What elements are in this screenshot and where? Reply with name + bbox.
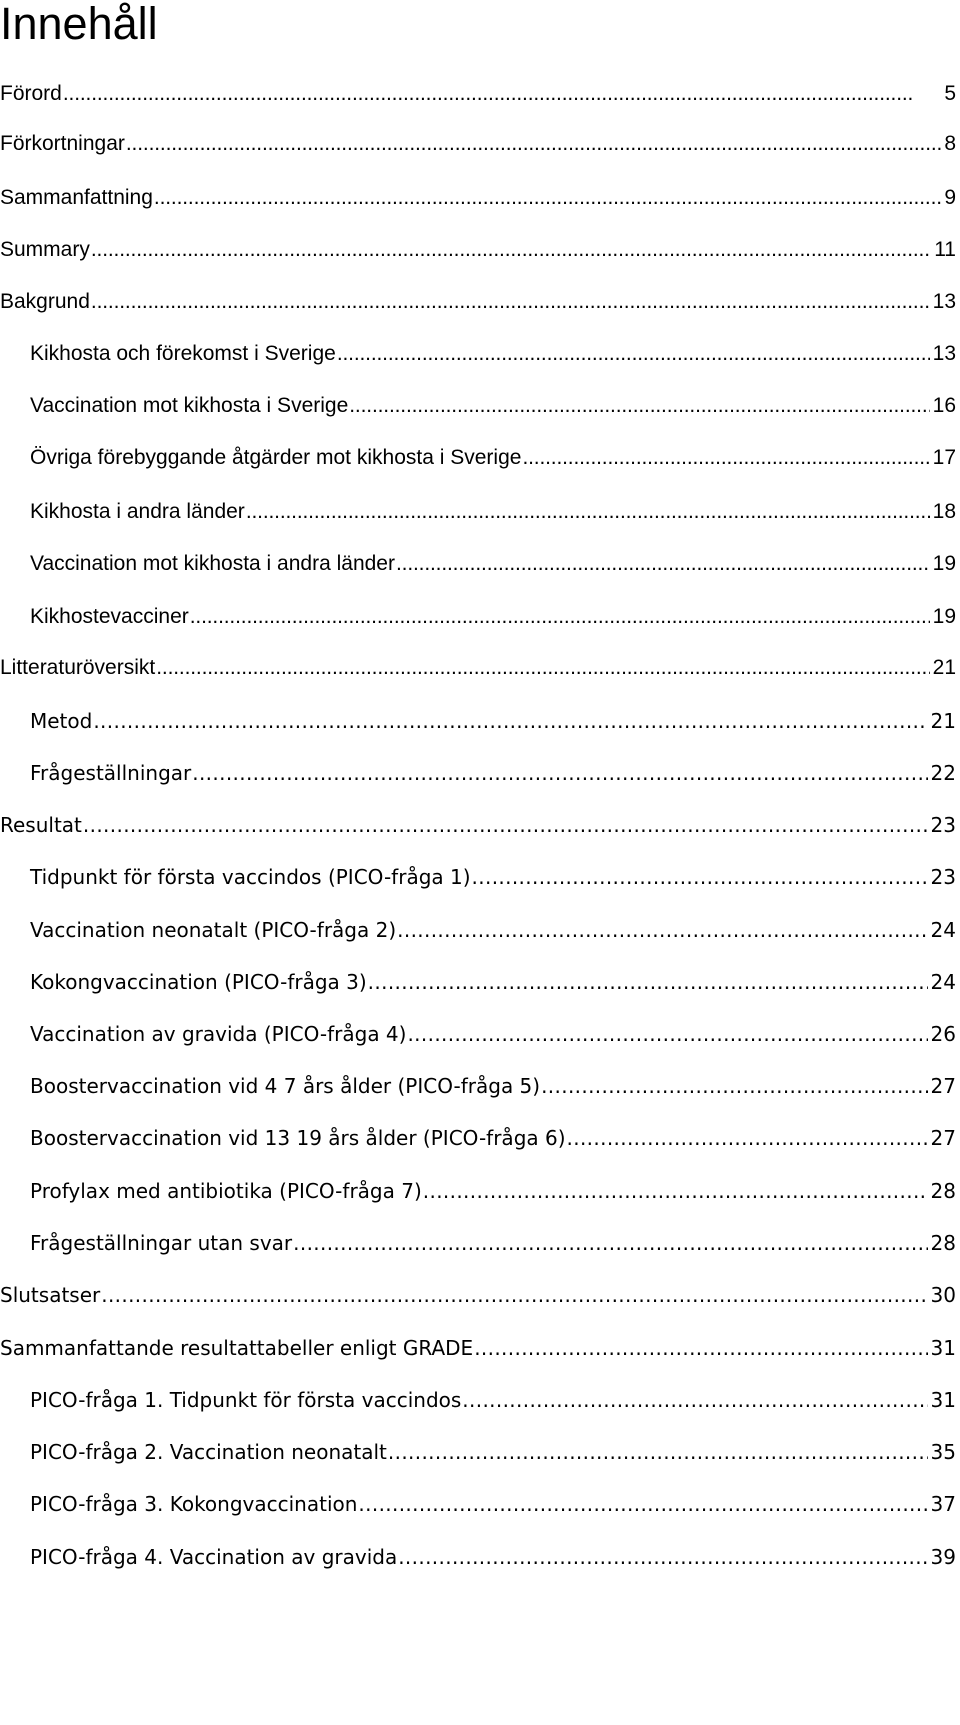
toc-entry[interactable]: [30, 1492, 956, 1522]
toc-entry-title: Summary: [0, 238, 90, 261]
toc-entry-title: Resultat: [0, 813, 82, 837]
toc-entry[interactable]: [30, 1074, 956, 1104]
toc-entry-title: Kikhosta och förekomst i Sverige: [30, 342, 336, 365]
toc-dot-leader: [396, 552, 930, 576]
toc-entry[interactable]: [30, 865, 956, 895]
toc-entry-title: PICO-fråga 1. Tidpunkt för första vaccindos: [30, 1388, 462, 1412]
toc-entry-title: Förord: [0, 82, 62, 105]
toc-entry-title: PICO-fråga 2. Vaccination neonatalt: [30, 1440, 387, 1464]
toc-dot-leader: [126, 132, 941, 156]
toc-entry-title: Frågeställningar: [30, 761, 192, 785]
toc-page-number: 11: [934, 238, 956, 261]
toc-page-number: 16: [932, 394, 956, 417]
toc-dot-leader: [91, 290, 930, 314]
toc-dot-leader: [541, 1074, 927, 1098]
toc-entry[interactable]: [30, 446, 956, 476]
toc-entry-title: Sammanfattning: [0, 186, 153, 209]
toc-page-number: 31: [930, 1336, 956, 1360]
toc-page-number: 30: [930, 1283, 956, 1307]
toc-entry[interactable]: [0, 290, 956, 320]
toc-entry[interactable]: [30, 970, 956, 1000]
toc-page-number: 28: [930, 1179, 956, 1203]
toc-dot-leader: [388, 1440, 928, 1464]
toc-entry-title: PICO-fråga 3. Kokongvaccination: [30, 1492, 358, 1516]
toc-page-number: 23: [930, 813, 956, 837]
toc-page-number: 27: [930, 1074, 956, 1098]
toc-dot-leader: [567, 1126, 928, 1150]
toc-entry[interactable]: [30, 605, 956, 635]
toc-entry-title: Vaccination neonatalt (PICO-fråga 2): [30, 918, 397, 942]
toc-entry[interactable]: [0, 1336, 956, 1366]
toc-dot-leader: [192, 761, 927, 785]
toc-dot-leader: [93, 709, 927, 733]
toc-dot-leader: [91, 238, 931, 262]
toc-entry-title: Förkortningar: [0, 132, 125, 155]
toc-entry-title: Bakgrund: [0, 290, 90, 313]
toc-dot-leader: [462, 1388, 927, 1412]
toc-entry[interactable]: [0, 82, 956, 112]
toc-entry[interactable]: [0, 186, 956, 216]
toc-dot-leader: [349, 394, 929, 418]
toc-entry[interactable]: [30, 394, 956, 424]
toc-entry-title: Vaccination av gravida (PICO-fråga 4): [30, 1022, 407, 1046]
toc-dot-leader: [474, 1336, 927, 1360]
toc-dot-leader: [423, 1179, 928, 1203]
toc-entry-title: Tidpunkt för första vaccindos (PICO-fråga 1): [30, 865, 471, 889]
toc-page-number: 5: [944, 82, 956, 105]
toc-entry-title: Vaccination mot kikhosta i Sverige: [30, 394, 349, 417]
toc-page-number: 27: [930, 1126, 956, 1150]
toc-entry[interactable]: [30, 1126, 956, 1156]
toc-dot-leader: [246, 500, 930, 524]
toc-entry-title: Kikhostevacciner: [30, 605, 189, 628]
toc-dot-leader: [156, 656, 929, 680]
toc-dot-leader: [472, 865, 928, 889]
toc-entry-title: Sammanfattande resultattabeller enligt GRADE: [0, 1336, 474, 1360]
toc-entry[interactable]: [30, 1388, 956, 1418]
toc-page-number: 22: [930, 761, 956, 785]
toc-page-number: 13: [932, 290, 956, 313]
toc-page-number: 23: [930, 865, 956, 889]
toc-page-number: 37: [930, 1492, 956, 1516]
toc-dot-leader: [358, 1492, 927, 1516]
toc-dot-leader: [398, 1545, 927, 1569]
toc-page-number: 17: [932, 446, 956, 469]
toc-page-number: 19: [932, 605, 956, 628]
toc-entry[interactable]: [30, 1545, 956, 1575]
toc-entry-title: Boostervaccination vid 13 19 års ålder (PICO-fråga 6): [30, 1126, 566, 1150]
toc-page-number: 28: [930, 1231, 956, 1255]
toc-entry-title: Kikhosta i andra länder: [30, 500, 245, 523]
toc-page-number: 31: [930, 1388, 956, 1412]
toc-dot-leader: [368, 970, 928, 994]
toc-dot-leader: [407, 1022, 927, 1046]
toc-entry[interactable]: [0, 656, 956, 686]
toc-dot-leader: [397, 918, 927, 942]
toc-entry-title: Kokongvaccination (PICO-fråga 3): [30, 970, 367, 994]
toc-entry[interactable]: [30, 552, 956, 582]
toc-dot-leader: [522, 446, 929, 470]
toc-page-number: 19: [932, 552, 956, 575]
page-title: Innehåll: [0, 0, 158, 49]
toc-entry[interactable]: [0, 238, 956, 268]
toc-page-number: 8: [944, 132, 956, 155]
toc-page-number: 21: [932, 656, 956, 679]
toc-entry[interactable]: [30, 1022, 956, 1052]
toc-page-number: 9: [944, 186, 956, 209]
toc-page-number: 24: [930, 970, 956, 994]
toc-dot-leader: [154, 186, 941, 210]
toc-entry-title: Vaccination mot kikhosta i andra länder: [30, 552, 395, 575]
toc-entry[interactable]: [30, 342, 956, 372]
toc-entry-title: Metod: [30, 709, 93, 733]
toc-entry-title: Slutsatser: [0, 1283, 101, 1307]
toc-page-number: 21: [930, 709, 956, 733]
toc-entry[interactable]: [30, 709, 956, 739]
toc-page-number: 13: [932, 342, 956, 365]
toc-entry[interactable]: [30, 761, 956, 791]
toc-entry-title: Övriga förebyggande åtgärder mot kikhosta i Sverige: [30, 446, 522, 469]
toc-page-number: 24: [930, 918, 956, 942]
toc-entry[interactable]: [30, 500, 956, 530]
toc-dot-leader: [101, 1283, 927, 1307]
toc-page-number: 26: [930, 1022, 956, 1046]
toc-entry[interactable]: [30, 1440, 956, 1470]
toc-dot-leader: [63, 82, 941, 106]
toc-page-number: 39: [930, 1545, 956, 1569]
toc-dot-leader: [293, 1231, 927, 1255]
toc-entry[interactable]: [0, 1283, 956, 1313]
toc-entry[interactable]: [30, 918, 956, 948]
toc-dot-leader: [190, 605, 930, 629]
toc-entry-title: Frågeställningar utan svar: [30, 1231, 293, 1255]
toc-entry-title: Profylax med antibiotika (PICO-fråga 7): [30, 1179, 422, 1203]
toc-page-number: 18: [932, 500, 956, 523]
toc-entry-title: Boostervaccination vid 4 7 års ålder (PICO-fråga 5): [30, 1074, 541, 1098]
toc-entry[interactable]: [0, 132, 956, 162]
toc-page-number: 35: [930, 1440, 956, 1464]
toc-dot-leader: [337, 342, 930, 366]
toc-dot-leader: [83, 813, 928, 837]
toc-entry[interactable]: [30, 1179, 956, 1209]
toc-entry[interactable]: [30, 1231, 956, 1261]
toc-entry-title: Litteraturöversikt: [0, 656, 156, 679]
toc-entry[interactable]: [0, 813, 956, 843]
toc-entry-title: PICO-fråga 4. Vaccination av gravida: [30, 1545, 398, 1569]
